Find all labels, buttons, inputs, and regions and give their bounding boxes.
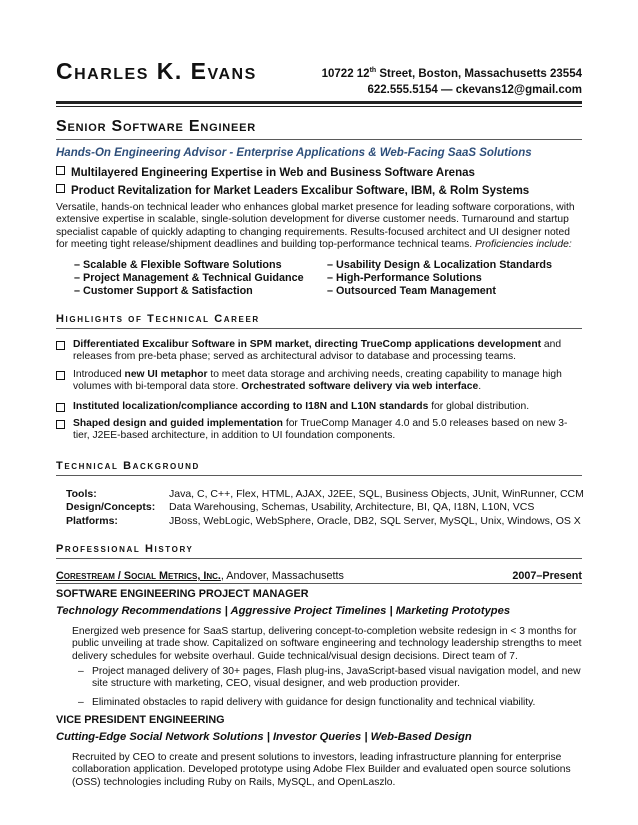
header-rule-thin <box>56 106 582 107</box>
headline-bullet: Product Revitalization for Market Leaders Excalibur Software, IBM, & Rolm Systems <box>56 184 529 197</box>
competency-item: – Outsourced Team Management <box>327 284 497 297</box>
role-description: Energized web presence for SaaS startup, delivering concept-to-completion website redesign in < 3 months for public unveiling at trade show. Capitalized on software engineering and technology leadership strengths to meet delivery schedules for website overhaul. Guide technical/visual design decisions. Direct team of 7. <box>72 626 582 662</box>
section-rule <box>56 558 582 559</box>
address-number: 10722 12 <box>321 67 370 80</box>
checkbox-bullet-icon <box>56 371 65 380</box>
competencies-right <box>327 259 552 297</box>
dash-bullet-icon: – <box>78 666 84 677</box>
role-title: SOFTWARE ENGINEERING PROJECT MANAGER <box>56 588 309 600</box>
checkbox-bullet-icon <box>56 420 65 429</box>
checkbox-bullet-icon <box>56 341 65 350</box>
section-rule <box>56 475 582 476</box>
tech-value: Java, C, C++, Flex, HTML, AJAX, J2EE, SQL, Business Objects, JUnit, WinRunner, CCM <box>169 488 584 500</box>
tagline: Hands-On Engineering Advisor - Enterprise Applications & Web-Facing SaaS Solutions <box>56 147 532 159</box>
candidate-name: Charles K. Evans <box>56 58 257 84</box>
highlight-item: Introduced new UI metaphor to meet data storage and archiving needs, creating capability to manage high volumes with bi-temporal data store. Orchestrated software delivery via web interface. <box>56 369 584 394</box>
job-title: Senior Software Engineer <box>56 118 257 135</box>
competencies-left <box>74 259 304 297</box>
tech-value: Data Warehousing, Schemas, Usability, Architecture, BI, QA, I18N, L10N, VCS <box>169 501 535 513</box>
role-bullet: – Project managed delivery of 30+ pages, Flash plug-ins, JavaScript-based visual navigation model, and new site structure with marketing, CEO, visual designer, and web production provider. <box>78 666 581 690</box>
section-rule <box>56 328 582 329</box>
role-title: VICE PRESIDENT ENGINEERING <box>56 714 225 726</box>
checkbox-bullet-icon <box>56 166 65 175</box>
contact-info: 622.555.5154 — ckevans12@gmail.com <box>367 84 582 96</box>
role-bullet: – Eliminated obstacles to rapid delivery with guidance for design functionality and technical viability. <box>78 697 536 708</box>
address-street: Street, Boston, Massachusetts 23554 <box>376 67 582 80</box>
employer-line <box>56 570 344 582</box>
competency-item: – Customer Support & Satisfaction <box>74 284 253 297</box>
employer-rule <box>56 583 582 584</box>
header-rule <box>56 101 582 104</box>
tech-label: Tools: <box>66 488 97 500</box>
summary-paragraph <box>56 202 584 251</box>
address-suffix: th <box>369 67 377 74</box>
highlight-item: Shaped design and guided implementation for TrueComp Manager 4.0 and 5.0 releases based on new 3-tier, J2EE-based architecture, in addition to UI foundation components. <box>56 418 584 443</box>
role-description: Recruited by CEO to create and present solutions to investors, leading infrastructure planning for enterprise collaboration application. Developed prototype using Adobe Flex Builder and evaluated open source solutions (OSS) technologies including Ruby on Rails, MySQL, and OpenLaszlo. <box>72 752 571 788</box>
tech-value: JBoss, WebLogic, WebSphere, Oracle, DB2, SQL Server, MySQL, Unix, Windows, OS X <box>169 515 581 527</box>
proficiencies-label: Proficiencies include: <box>475 238 572 250</box>
employer-name: Corestream / Social Metrics, Inc. <box>56 570 221 582</box>
competency-item: – Scalable & Flexible Software Solutions <box>74 259 282 271</box>
address <box>322 67 582 80</box>
checkbox-bullet-icon <box>56 184 65 193</box>
tech-label: Design/Concepts: <box>66 501 156 513</box>
title-rule <box>56 139 582 140</box>
history-heading: Professional History <box>56 543 194 555</box>
checkbox-bullet-icon <box>56 403 65 412</box>
employer-location: , Andover, Massachusetts <box>220 570 344 582</box>
role-themes: Technology Recommendations | Aggressive Project Timelines | Marketing Prototypes <box>56 605 511 617</box>
competency-item: – High-Performance Solutions <box>327 271 482 284</box>
tech-label: Platforms: <box>66 515 118 527</box>
employment-dates: 2007–Present <box>512 570 582 582</box>
highlight-item: Instituted localization/compliance according to I18N and L10N standards for global distribution. <box>56 401 584 413</box>
highlights-heading: Highlights of Technical Career <box>56 313 260 325</box>
technical-heading: Technical Background <box>56 460 200 472</box>
headline-bullet: Multilayered Engineering Expertise in Web and Business Software Arenas <box>56 166 475 179</box>
role-themes: Cutting-Edge Social Network Solutions | Investor Queries | Web-Based Design <box>56 731 472 743</box>
competency-item: – Usability Design & Localization Standards <box>327 259 552 271</box>
summary-text: Versatile, hands-on technical leader who enhances global market presence for leading software corporations, with extensive expertise in scalable, single-solution development for diverse customer needs. Turnaround and startup specialist capable of quickly adapting to changing requirements. Results-focused architect and UI designer noted for meeting tight release/shipment deadlines and building top-performance technical teams. <box>56 202 575 250</box>
dash-bullet-icon: – <box>78 697 84 708</box>
competency-item: – Project Management & Technical Guidance <box>74 271 304 284</box>
highlight-item: Differentiated Excalibur Software in SPM market, directing TrueComp applications development and releases from pre-beta phase; served as architectural advisor to database and processing teams. <box>56 339 584 364</box>
